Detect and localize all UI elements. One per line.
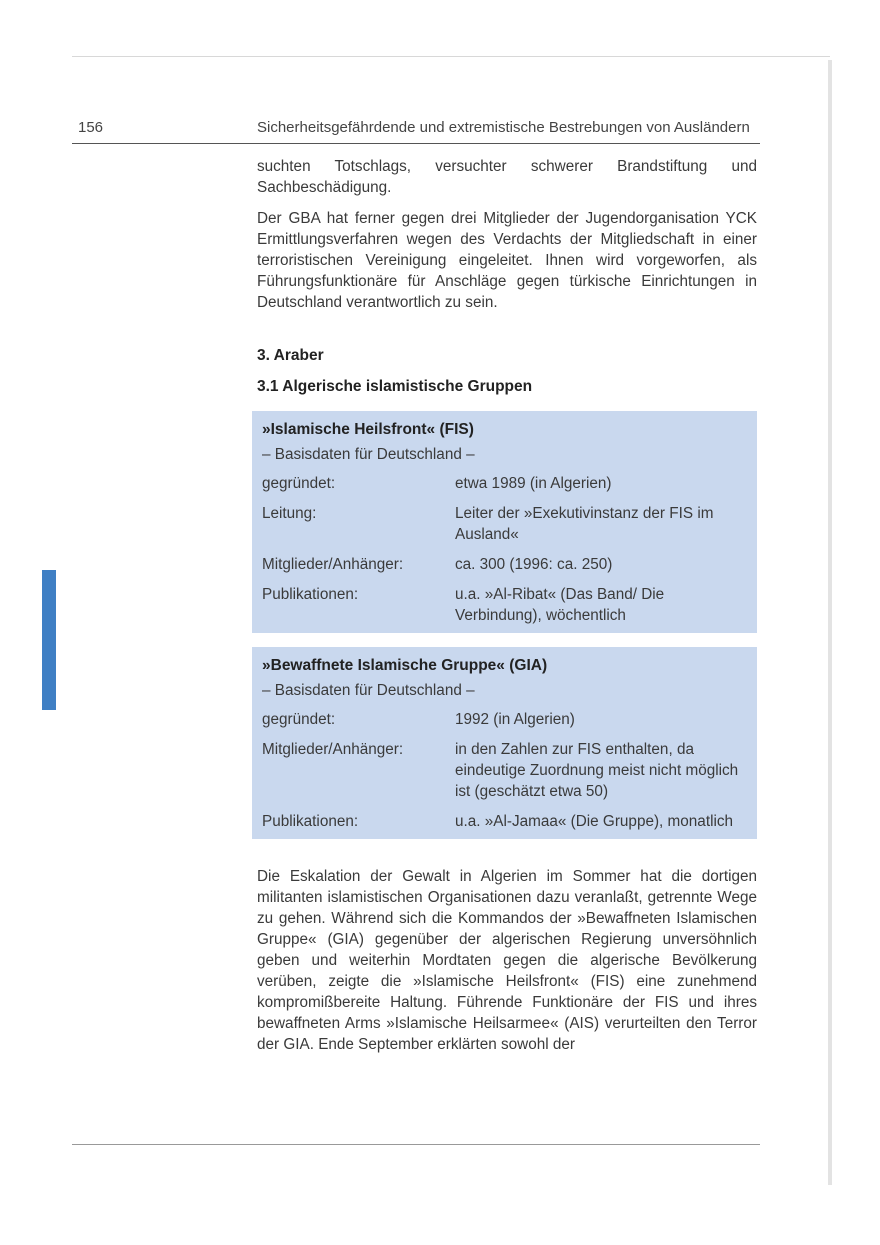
gia-row-value: in den Zahlen zur FIS enthalten, da eindeutige Zuordnung meist nicht möglich ist (geschätzt etwa 50): [455, 741, 739, 800]
gia-box-subtitle: – Basisdaten für Deutschland –: [262, 682, 475, 699]
fis-row-value: ca. 300 (1996: ca. 250): [455, 556, 613, 573]
fis-row-label: gegründet:: [262, 475, 336, 492]
fis-row-members: [262, 554, 747, 575]
fis-box-title: »Islamische Heilsfront« (FIS): [262, 421, 474, 438]
fis-row-publications: [262, 584, 747, 626]
gia-box-title: »Bewaffnete Islamische Gruppe« (GIA): [262, 657, 548, 674]
gia-row-label: gegründet:: [262, 711, 336, 728]
fis-row-value: Leiter der »Exekutivinstanz der FIS im Ausland«: [455, 505, 714, 543]
fis-row-label: Mitglieder/Anhänger:: [262, 556, 404, 573]
page-number: 156: [78, 119, 104, 136]
subsection-heading-algerische-gruppen: 3.1 Algerische islamistische Gruppen: [257, 378, 533, 395]
gia-row-value: 1992 (in Algerien): [455, 711, 575, 728]
gia-row-founded: [262, 709, 747, 730]
header-rule: [72, 143, 760, 144]
fis-row-label: Leitung:: [262, 505, 317, 522]
gia-row-label: Mitglieder/Anhänger:: [262, 741, 404, 758]
gia-row-publications: [262, 811, 747, 832]
page-right-edge: [828, 60, 832, 1185]
gia-info-box: [252, 647, 757, 839]
paragraph-1: suchten Totschlags, versuchter schwerer Brandstiftung und Sachbeschädigung.: [257, 158, 757, 196]
fis-row-value: etwa 1989 (in Algerien): [455, 475, 612, 492]
fis-box-subtitle: – Basisdaten für Deutschland –: [262, 446, 475, 463]
fis-row-label: Publikationen:: [262, 586, 359, 603]
chapter-marker-tab: [42, 570, 56, 710]
section-heading-araber: 3. Araber: [257, 347, 324, 364]
paragraph-2: Der GBA hat ferner gegen drei Mitglieder der Jugendorganisation YCK Ermittlungsverfahren wegen des Verdachts der Mitgliedschaft in einer terroristischen Vereinigung eingeleitet. Ihnen wird vorgeworfen, als Führungsfunktionäre für Anschläge gegen türkische Einrichtungen in Deutschland verantwortlich zu sein.: [257, 210, 757, 311]
fis-row-leadership: [262, 503, 747, 545]
fis-row-founded: [262, 473, 747, 494]
footer-rule: [72, 1144, 760, 1145]
gia-row-value: u.a. »Al-Jamaa« (Die Gruppe), monatlich: [455, 813, 734, 830]
paragraph-final: Die Eskalation der Gewalt in Algerien im Sommer hat die dortigen militanten islamistischen Organisationen dazu veranlaßt, getrennte Wege zu gehen. Während sich die Kommandos der »Bewaffneten Islamischen Gruppe« (GIA) gegenüber der algerischen Regierung unversöhnlich geben und weiterhin Mordtaten gegen die algerische Bevölkerung verüben, zeigte die »Islamische Heilsfront« (FIS) eine zunehmend kompromißbereite Haltung. Führende Funktionäre der FIS und ihres bewaffneten Arms »Islamische Heilsarmee« (AIS) verurteilten den Terror der GIA. Ende September erklärten sowohl der: [257, 868, 757, 1053]
fis-info-box: [252, 411, 757, 633]
running-header: Sicherheitsgefährdende und extremistische Bestrebungen von Ausländern: [257, 119, 750, 136]
gia-row-members: [262, 739, 747, 802]
page-top-edge: [72, 56, 830, 57]
gia-row-label: Publikationen:: [262, 813, 359, 830]
main-content: [257, 156, 757, 1055]
fis-row-value: u.a. »Al-Ribat« (Das Band/ Die Verbindung), wöchentlich: [455, 586, 665, 624]
